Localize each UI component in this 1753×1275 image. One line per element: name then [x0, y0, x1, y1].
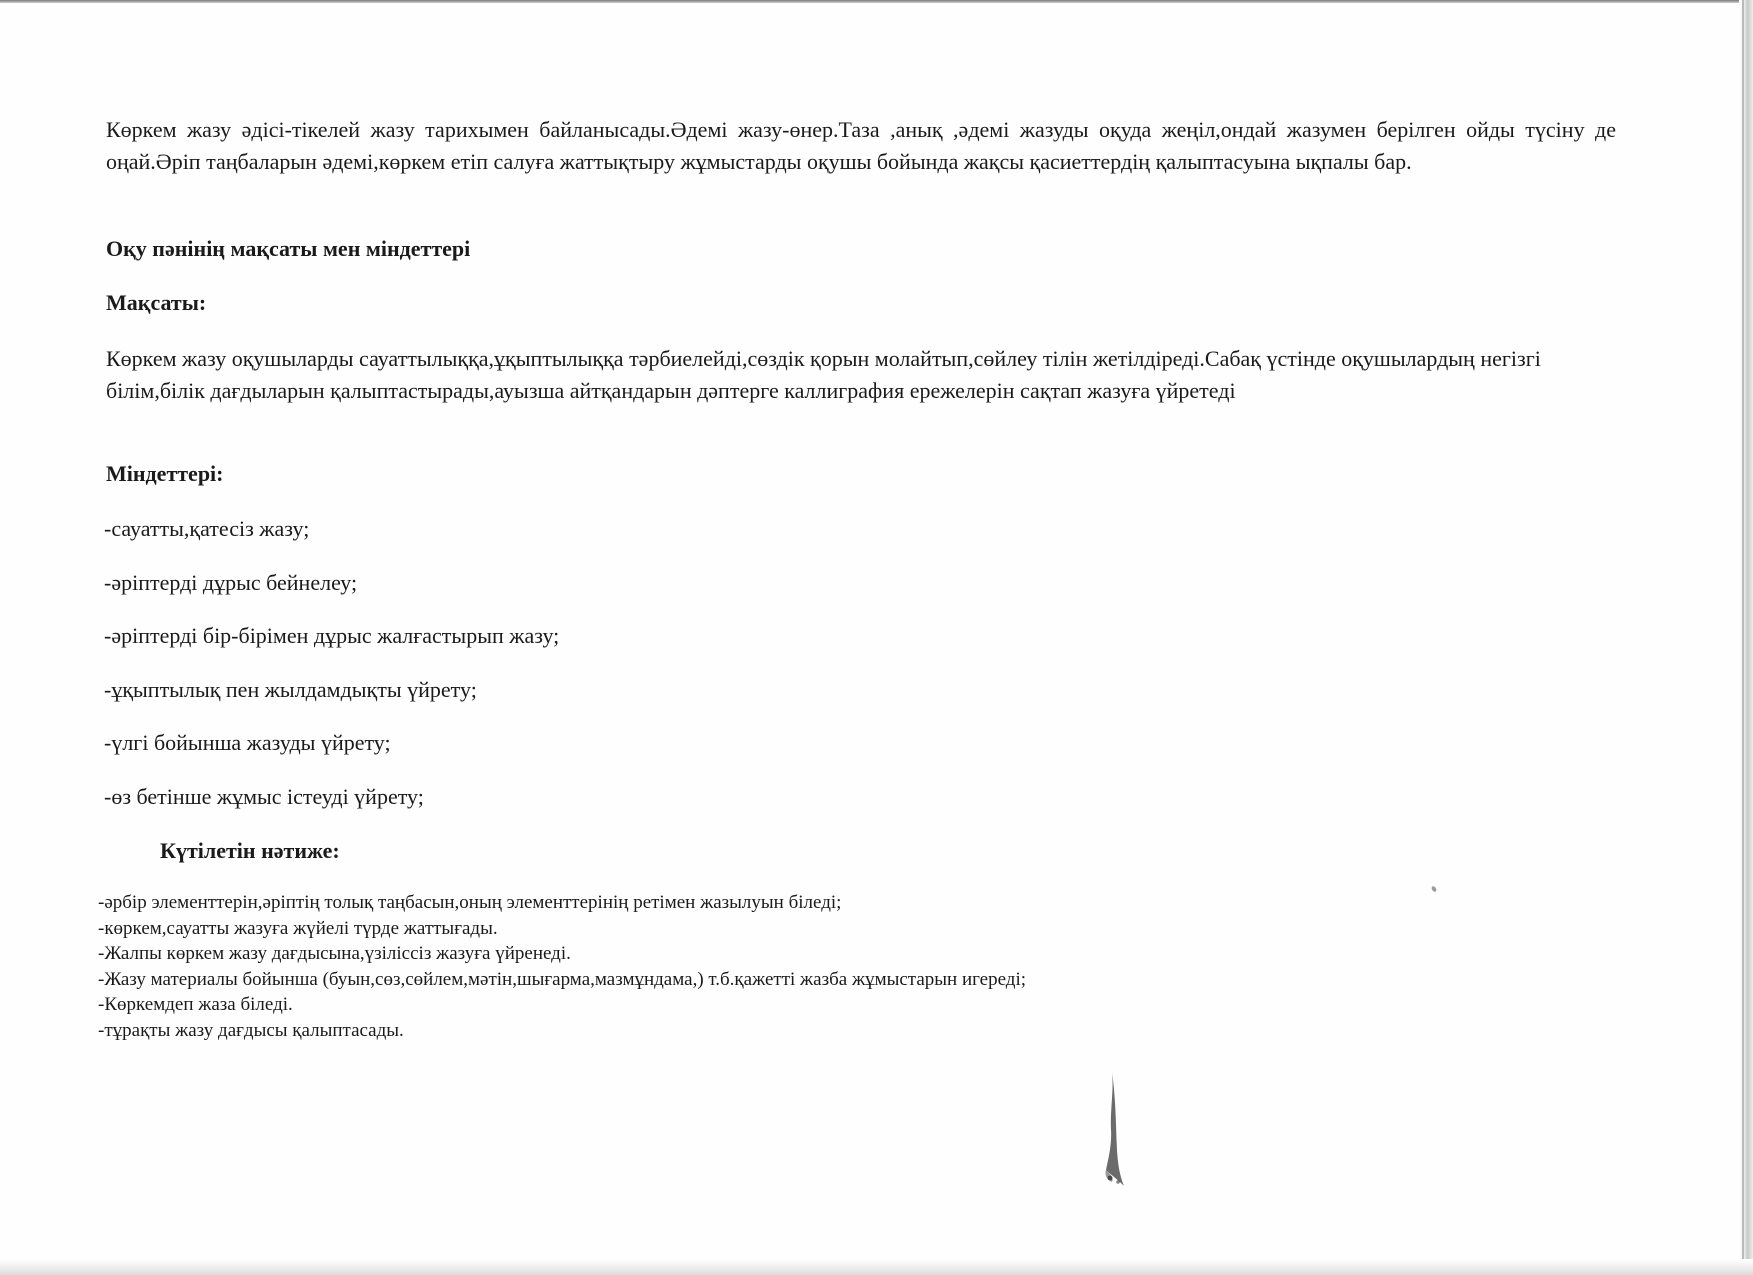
ink-smudge: [1098, 1070, 1138, 1190]
scan-bottom-edge: [0, 1259, 1753, 1275]
intro-paragraph: Көркем жазу әдісі-тікелей жазу тарихымен байланысады.Әдемі жазу-өнер.Таза ,анық ,әдемі жазуды оқуда жеңіл,ондай жазумен берілген ойды түсіну де оңай.Әріп таңбаларын әдемі,көркем етіп салуға жаттықтыру жұмыстарды оқушы бойында жақсы қасиеттердің қалыптасуына ықпалы бар.: [106, 117, 1616, 174]
task-item: -ұқыптылық пен жылдамдықты үйрету;: [104, 677, 477, 702]
heading-goals-and-tasks: Оқу пәнінің мақсаты мен міндеттері: [106, 236, 471, 261]
scan-top-edge: [0, 0, 1753, 3]
results-list: [98, 890, 1026, 1043]
result-item: -әрбір элементтерін,әріптің толық таңбасын,оның элементтерінің ретімен жазылуын біледі;: [98, 892, 842, 913]
result-item: -көркем,сауатты жазуға жүйелі түрде жаттығады.: [98, 917, 498, 939]
result-item: -тұрақты жазу дағдысы қалыптасады.: [98, 1019, 404, 1041]
heading-expected-results: Күтілетін нәтиже:: [160, 838, 340, 863]
heading-goal: Мақсаты:: [106, 290, 207, 315]
task-item: -әріптерді дұрыс бейнелеу;: [104, 570, 358, 595]
task-item: -үлгі бойынша жазуды үйрету;: [104, 730, 391, 755]
heading-tasks: Міндеттері:: [106, 461, 224, 486]
task-item: -өз бетінше жұмыс істеуді үйрету;: [104, 784, 424, 809]
result-item: -Жалпы көркем жазу дағдысына,үзіліссіз жазуға үйренеді.: [98, 943, 571, 964]
scan-speck: [1431, 885, 1437, 892]
result-item: -Жазу материалы бойынша (буын,сөз,сөйлем,мәтін,шығарма,мазмұндама,) т.б.қажетті жазба жұмыстарын игереді;: [98, 968, 1027, 990]
result-item: -Көркемдеп жаза біледі.: [98, 994, 293, 1015]
goal-paragraph: Көркем жазу оқушыларды сауаттылыққа,ұқыптылыққа тәрбиелейді,сөздік қорын молайтып,сөйлеу тілін жетілдіреді.Сабақ үстінде оқушылардың негізгі білім,білік дағдыларын қалыптастырады,ауызша айтқандарын дәптерге каллиграфия ережелерін сақтап жазуға үйретеді: [106, 346, 1541, 403]
task-item: -әріптерді бір-бірімен дұрыс жалғастырып жазу;: [104, 623, 560, 648]
task-item: -сауатты,қатесіз жазу;: [104, 516, 310, 541]
scan-right-edge-line: [1742, 0, 1744, 1275]
